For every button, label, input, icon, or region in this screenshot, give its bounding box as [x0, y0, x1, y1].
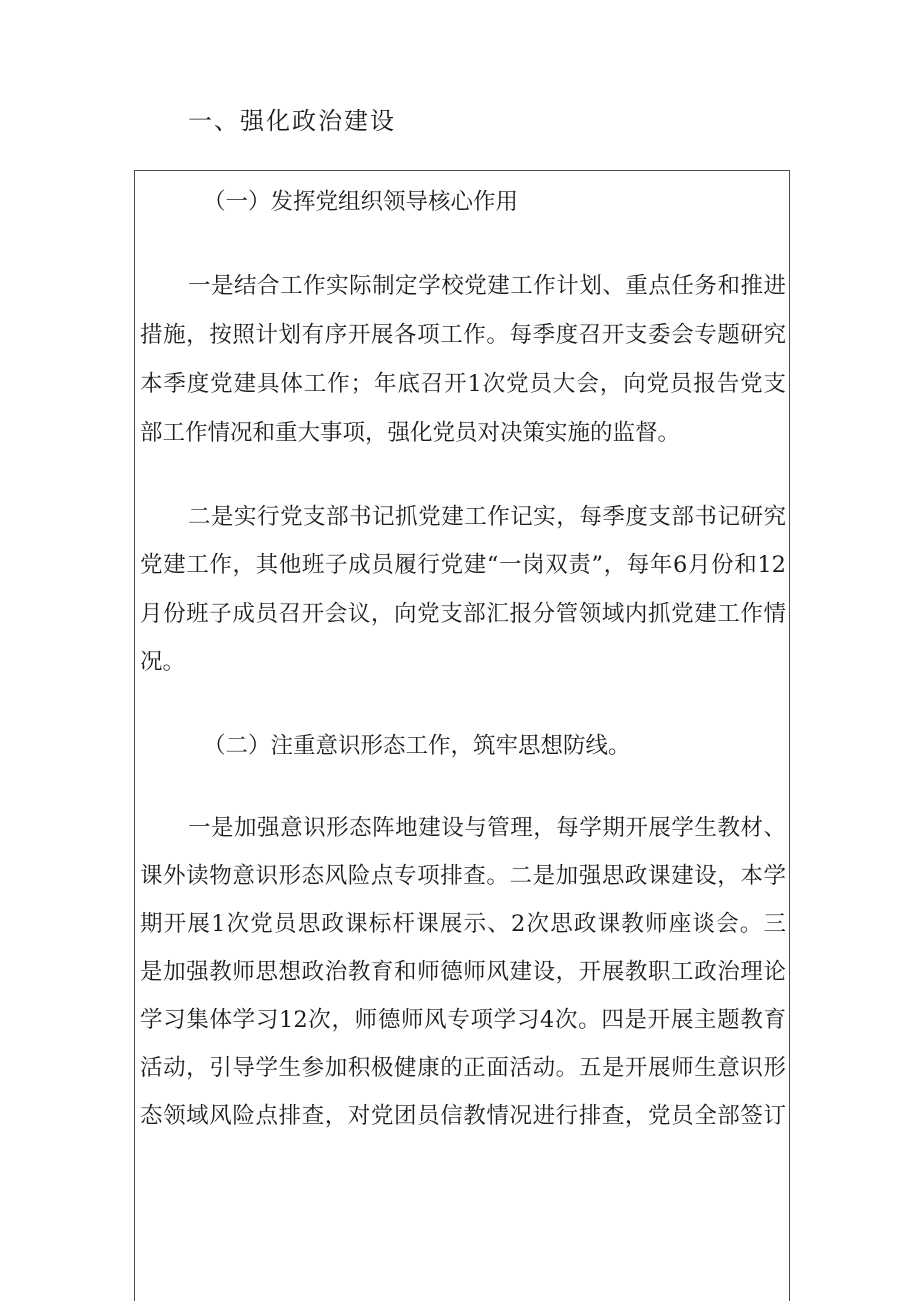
paragraph-line: 况。 [140, 649, 186, 675]
paragraph-line: 党建工作，其他班子成员履行党建“一岗双责”，每年6月份和12 [140, 552, 786, 578]
paragraph-line: 月份班子成员召开会议，向党支部汇报分管领域内抓党建工作情 [140, 601, 786, 627]
subsection-1-title: （一）发挥党组织领导核心作用 [203, 189, 519, 215]
section-heading: 一、强化政治建设 [188, 107, 396, 135]
paragraph-line: 一是结合工作实际制定学校党建工作计划、重点任务和推进 [188, 273, 786, 299]
paragraph-line: 措施，按照计划有序开展各项工作。每季度召开支委会专题研究 [140, 322, 786, 348]
subsection-2-title: （二）注重意识形态工作，筑牢思想防线。 [203, 733, 631, 759]
paragraph-line: 二是实行党支部书记抓党建工作记实，每季度支部书记研究 [188, 504, 786, 530]
paragraph-line: 部工作情况和重大事项，强化党员对决策实施的监督。 [140, 420, 681, 446]
paragraph-line: 活动，引导学生参加积极健康的正面活动。五是开展师生意识形 [140, 1055, 786, 1081]
paragraph-line: 学习集体学习12次，师德师风专项学习4次。四是开展主题教育 [140, 1007, 786, 1033]
paragraph-line: 期开展1次党员思政课标杆课展示、2次思政课教师座谈会。三 [140, 911, 786, 937]
paragraph-line: 课外读物意识形态风险点专项排查。二是加强思政课建设，本学 [140, 863, 786, 889]
paragraph-line: 是加强教师思想政治教育和师德师风建设，开展教职工政治理论 [140, 959, 786, 985]
paragraph-line: 本季度党建具体工作；年底召开1次党员大会，向党员报告党支 [140, 371, 786, 397]
paragraph-line: 态领域风险点排查，对党团员信教情况进行排查，党员全部签订 [140, 1103, 786, 1129]
paragraph-line: 一是加强意识形态阵地建设与管理，每学期开展学生教材、 [188, 815, 786, 841]
